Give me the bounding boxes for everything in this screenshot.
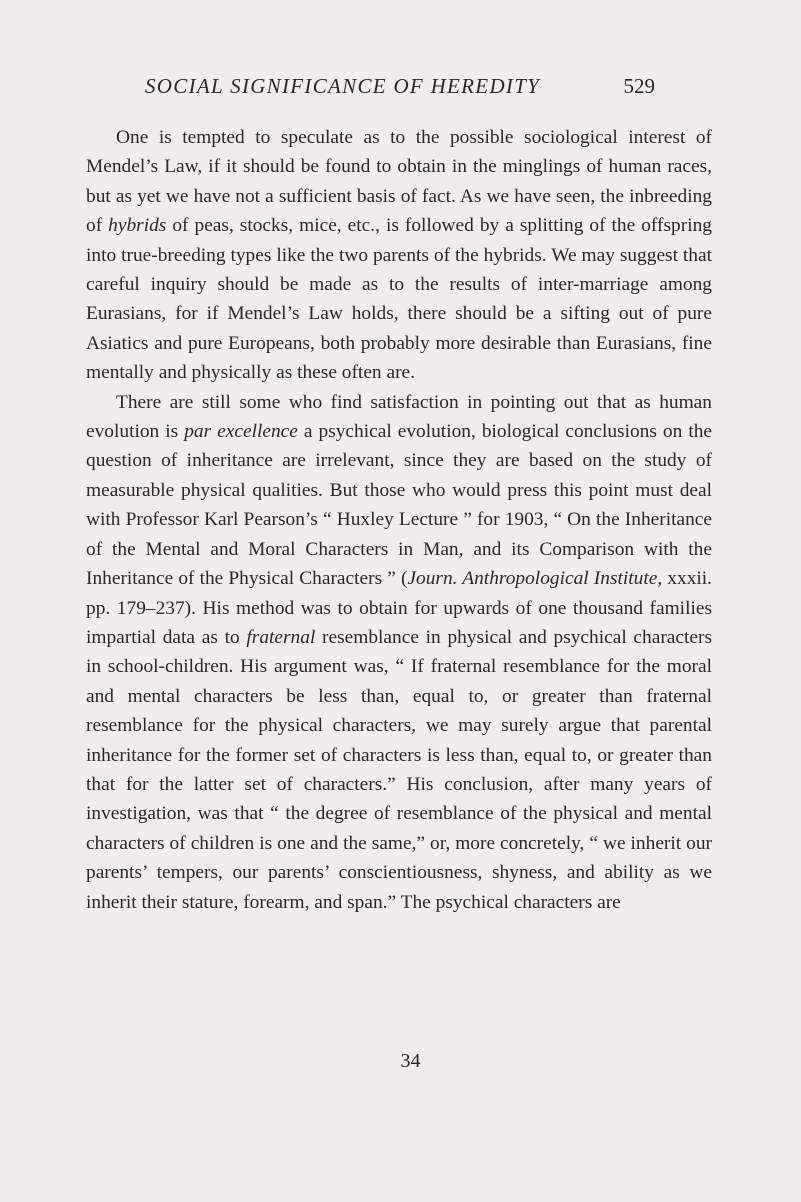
text-run: a psychical evolution, biological conclusions on the question of inheritance are irrelevant, since they are based on the study of measurable physical qualities. But those who would press this point must deal with Professor Karl Pearson’s “ Huxley Lecture ” for 1903, “ On the Inheritance of the Mental and Moral Characters in Man, and its Comparison with the Inheritance of the Physical Characters ” ( xyxy=(86,421,713,590)
text-run: of peas, stocks, mice, etc., is followed by a splitting of the offspring into true-breeding types like the two parents of the hybrids. We may suggest that careful inquiry should be made as to the results of inter-marriage among Eurasians, for if Mendel’s Law holds, there should be a sifting out of pure Asiatics and pure Europeans, both probably more desirable than Eurasians, fine mentally and physically as these often are. xyxy=(86,215,712,384)
text-run: There are still some who find satisfaction in pointing out that as human evolution is xyxy=(86,391,712,443)
paragraph xyxy=(86,388,712,917)
italic-text-run: par excellence xyxy=(184,421,298,443)
signature-mark-row xyxy=(0,1050,801,1073)
text-run: One is tempted to speculate as to the possible sociological interest of Mendel’s Law, if it should be found to obtain in the minglings of human races, but as yet we have not a sufficient basis of fact. As we have seen, the inbreeding of xyxy=(86,127,712,237)
text-run: resemblance in physical and psychical characters in school-children. His argument was, “ If fraternal resemblance for the moral and mental characters be less than, equal to, or greater than fraternal resemblance for the physical characters, we may surely argue that parental inheritance for the former set of characters is less than, equal to, or greater than that for the latter set of characters.” His conclusion, after many years of investigation, was that “ the degree of resemblance of the physical and mental characters of children is one and the same,” or, more concretely, “ we inherit our parents’ tempers, our parents’ conscientiousness, shyness, and ability as we inherit their stature, forearm, and span.” The psychical characters are xyxy=(86,626,713,913)
page-number: 529 xyxy=(623,74,655,98)
text-run: xxxii. pp. 179–237). His method was to obtain for upwards of one thousand families impartial data as to xyxy=(86,568,713,648)
paragraph xyxy=(86,123,712,388)
running-title: SOCIAL SIGNIFICANCE OF HEREDITY xyxy=(145,74,541,98)
signature-mark: 34 xyxy=(400,1050,421,1072)
italic-text-run: hybrids xyxy=(108,215,167,237)
italic-text-run: fraternal xyxy=(246,626,316,648)
body-text xyxy=(86,123,712,917)
italic-text-run: Journ. Anthropological Institute, xyxy=(407,568,663,590)
page-header xyxy=(145,74,655,108)
